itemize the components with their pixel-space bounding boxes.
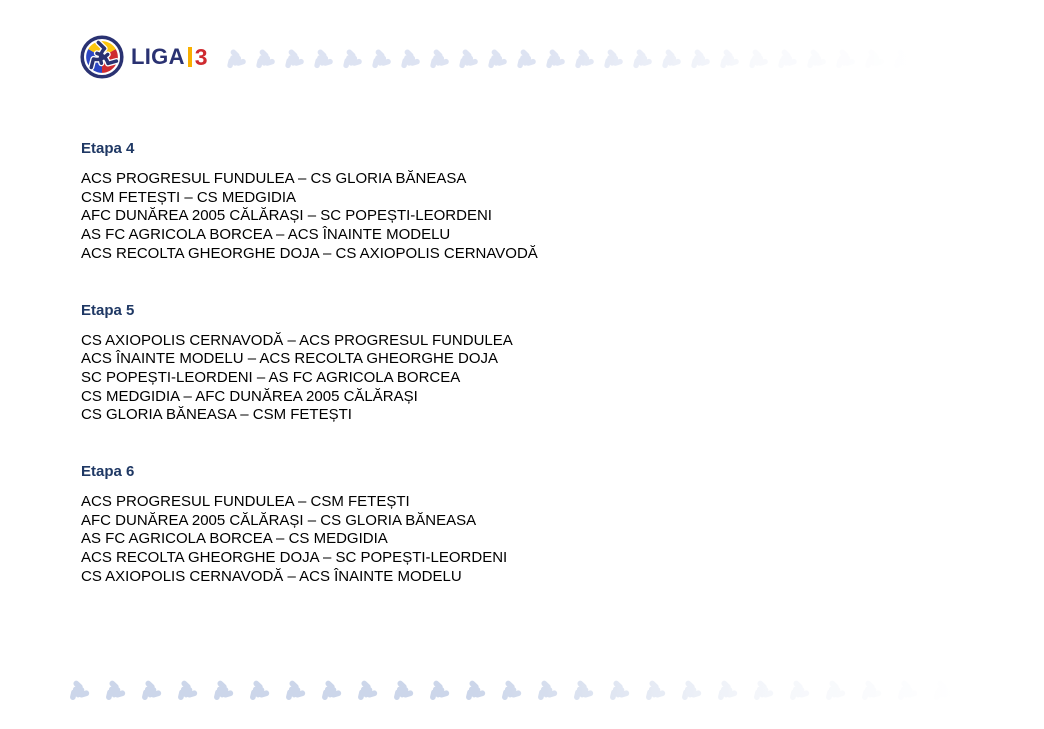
section-etapa-6 xyxy=(81,463,801,587)
match-line: CS AXIOPOLIS CERNAVODĂ – ACS ÎNAINTE MODELU xyxy=(81,567,462,585)
liga3-wordmark xyxy=(131,44,208,71)
match-line: ACS PROGRESUL FUNDULEA – CSM FETEȘTI xyxy=(81,493,410,511)
fixtures-content xyxy=(81,140,801,625)
match-line: SC POPEȘTI-LEORDENI – AS FC AGRICOLA BORCEA xyxy=(81,368,461,386)
liga3-swoosh-icon xyxy=(388,677,417,704)
match-line: ACS ÎNAINTE MODELU – ACS RECOLTA GHEORGHE DOJA xyxy=(81,350,499,368)
match-line: CS MEDGIDIA – AFC DUNĂREA 2005 CĂLĂRAȘI xyxy=(81,387,418,405)
watermark-fade-overlay xyxy=(540,45,928,72)
liga3-swoosh-icon xyxy=(280,677,309,704)
section-title: Etapa 6 xyxy=(81,463,135,481)
liga3-swoosh-icon xyxy=(251,46,278,72)
logo-league-number: 3 xyxy=(194,43,208,70)
liga3-swoosh-icon xyxy=(425,46,452,72)
liga3-swoosh-icon xyxy=(367,46,394,72)
liga3-swoosh-icon xyxy=(244,677,273,704)
liga3-swoosh-icon xyxy=(512,46,539,72)
match-line: CS AXIOPOLIS CERNAVODĂ – ACS PROGRESUL FUNDULEA xyxy=(81,331,513,349)
watermark-row-top xyxy=(222,45,928,72)
liga3-swoosh-icon xyxy=(100,677,129,704)
liga3-swoosh-icon xyxy=(338,46,365,72)
liga3-swoosh-icon xyxy=(309,46,336,72)
liga3-swoosh-icon xyxy=(316,677,345,704)
match-line: ACS RECOLTA GHEORGHE DOJA – SC POPEȘTI-LEORDENI xyxy=(81,549,508,567)
match-line: ACS RECOLTA GHEORGHE DOJA – CS AXIOPOLIS CERNAVODĂ xyxy=(81,244,538,262)
liga3-swoosh-icon xyxy=(172,677,201,704)
match-line: AFC DUNĂREA 2005 CĂLĂRAȘI – SC POPEȘTI-LEORDENI xyxy=(81,207,492,225)
match-line: CSM FETEȘTI – CS MEDGIDIA xyxy=(81,188,297,206)
liga3-swoosh-icon xyxy=(222,46,249,72)
match-line: ACS PROGRESUL FUNDULEA – CS GLORIA BĂNEASA xyxy=(81,170,467,187)
match-line: AS FC AGRICOLA BORCEA – ACS ÎNAINTE MODELU xyxy=(81,226,451,244)
liga3-swoosh-icon xyxy=(136,677,165,704)
section-etapa-5 xyxy=(81,302,801,426)
match-line: CS GLORIA BĂNEASA – CSM FETEȘTI xyxy=(81,406,352,424)
logo-separator-bar xyxy=(188,47,192,67)
liga3-swoosh-icon xyxy=(352,677,381,704)
watermark-fade-overlay xyxy=(474,676,976,704)
match-line: AFC DUNĂREA 2005 CĂLĂRAȘI – CS GLORIA BĂNEASA xyxy=(81,511,477,529)
liga3-swoosh-icon xyxy=(64,677,93,704)
liga3-crest-icon xyxy=(80,35,124,79)
liga3-swoosh-icon xyxy=(454,46,481,72)
liga3-logo xyxy=(80,35,208,79)
match-line: AS FC AGRICOLA BORCEA – CS MEDGIDIA xyxy=(81,530,388,548)
watermark-row-bottom xyxy=(64,676,976,704)
liga3-swoosh-icon xyxy=(424,677,453,704)
liga3-swoosh-icon xyxy=(396,46,423,72)
liga3-swoosh-icon xyxy=(280,46,307,72)
liga3-swoosh-icon xyxy=(208,677,237,704)
section-etapa-4 xyxy=(81,140,801,264)
liga3-swoosh-icon xyxy=(483,46,510,72)
section-title: Etapa 5 xyxy=(81,301,135,319)
logo-text-liga: LIGA xyxy=(131,44,185,69)
section-title: Etapa 4 xyxy=(81,140,135,157)
